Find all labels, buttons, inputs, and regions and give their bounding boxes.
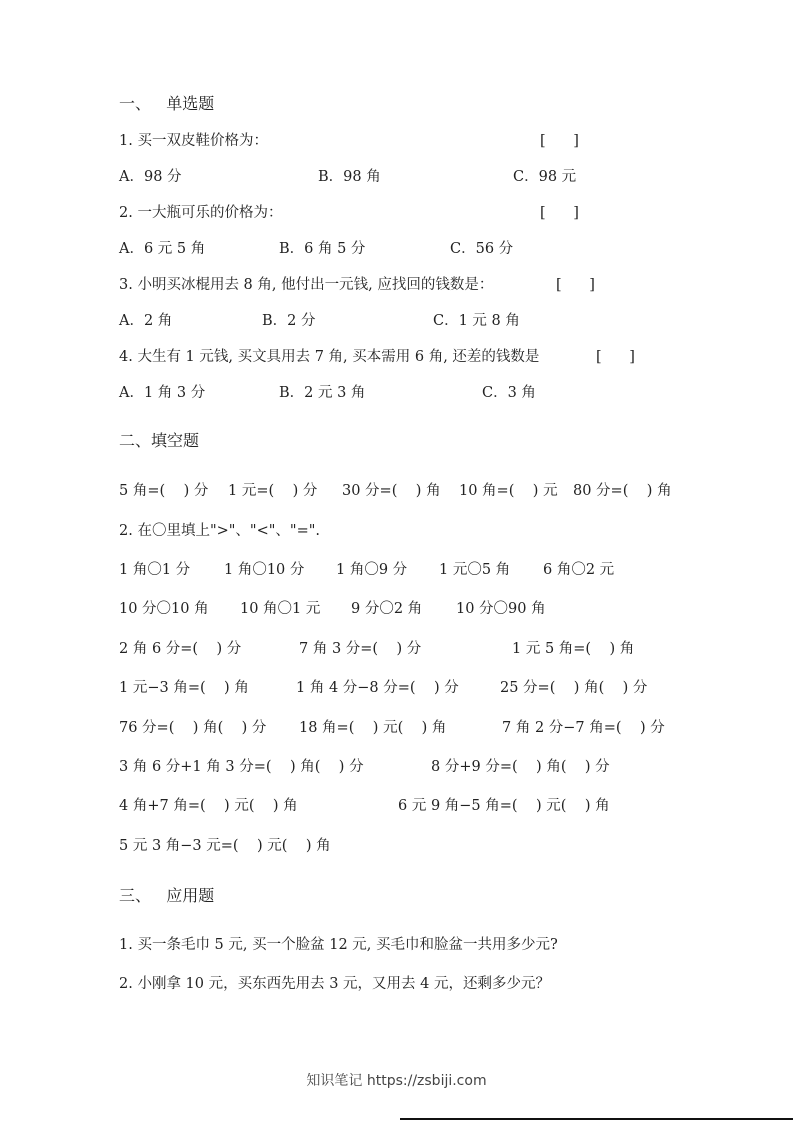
- conversion-item: 3 角 6 分+1 角 3 分=( ) 角( ) 分: [119, 759, 364, 775]
- fill-blank-item: 30 分=( ) 角: [342, 483, 441, 499]
- question-2-option-c: C．56 分: [450, 241, 514, 257]
- conversion-item: 7 角 3 分=( ) 分: [299, 641, 422, 657]
- compare-item: 1 元〇5 角: [439, 562, 511, 578]
- section-3-heading: 三、 应用题: [119, 886, 215, 905]
- conversion-item: 18 角=( ) 元( ) 角: [299, 720, 447, 736]
- compare-item: 1 角〇1 分: [119, 562, 191, 578]
- question-1-option-c: C．98 元: [513, 169, 577, 185]
- conversion-item: 8 分+9 分=( ) 角( ) 分: [431, 759, 610, 775]
- conversion-item: 7 角 2 分−7 角=( ) 分: [502, 720, 665, 736]
- section-1-heading: 一、 单选题: [119, 94, 215, 113]
- footer-watermark: 知识笔记 https://zsbiji.com: [306, 1073, 487, 1089]
- compare-item: 6 角〇2 元: [543, 562, 615, 578]
- question-3-option-c: C．1 元 8 角: [433, 313, 520, 329]
- question-3-stem: 3. 小明买冰棍用去 8 角, 他付出一元钱, 应找回的钱数是：: [119, 277, 494, 293]
- conversion-item: 1 元 5 角=( ) 角: [512, 641, 635, 657]
- question-4-option-a: A．1 角 3 分: [119, 385, 206, 401]
- question-1-option-b: B．98 角: [318, 169, 381, 185]
- bottom-rule: [400, 1118, 793, 1120]
- question-1-answer-bracket: [ ]: [540, 133, 579, 149]
- question-4-option-b: B．2 元 3 角: [279, 385, 366, 401]
- conversion-item: 1 角 4 分−8 分=( ) 分: [296, 680, 459, 696]
- fill-blank-item: 10 角=( ) 元: [459, 483, 558, 499]
- question-4-answer-bracket: [ ]: [596, 349, 635, 365]
- question-3-option-b: B．2 分: [262, 313, 316, 329]
- conversion-item: 1 元−3 角=( ) 角: [119, 680, 249, 696]
- fill-blank-item: 5 角=( ) 分: [119, 483, 209, 499]
- compare-item: 1 角〇9 分: [336, 562, 408, 578]
- conversion-item: 2 角 6 分=( ) 分: [119, 641, 242, 657]
- word-problem-1: 1. 买一条毛巾 5 元, 买一个脸盆 12 元, 买毛巾和脸盆一共用多少元?: [119, 937, 558, 953]
- fill-blank-item: 80 分=( ) 角: [573, 483, 672, 499]
- conversion-item: 25 分=( ) 角( ) 分: [500, 680, 648, 696]
- question-1-stem: 1. 买一双皮鞋价格为：: [119, 133, 268, 149]
- question-2-answer-bracket: [ ]: [540, 205, 579, 221]
- compare-item: 1 角〇10 分: [224, 562, 305, 578]
- question-3-answer-bracket: [ ]: [556, 277, 595, 293]
- word-problem-2: 2. 小刚拿 10 元，买东西先用去 3 元，又用去 4 元，还剩多少元？: [119, 976, 550, 992]
- compare-item: 10 分〇90 角: [456, 601, 546, 617]
- question-4-option-c: C．3 角: [482, 385, 536, 401]
- conversion-item: 6 元 9 角−5 角=( ) 元( ) 角: [398, 798, 610, 814]
- question-2-stem: 2. 一大瓶可乐的价格为：: [119, 205, 283, 221]
- fill-blank-item: 1 元=( ) 分: [228, 483, 318, 499]
- question-2-option-a: A．6 元 5 角: [119, 241, 206, 257]
- conversion-item: 5 元 3 角−3 元=( ) 元( ) 角: [119, 838, 331, 854]
- conversion-item: 4 角+7 角=( ) 元( ) 角: [119, 798, 298, 814]
- conversion-item: 76 分=( ) 角( ) 分: [119, 720, 267, 736]
- compare-item: 10 角〇1 元: [240, 601, 321, 617]
- question-4-stem: 4. 大生有 1 元钱, 买文具用去 7 角, 买本需用 6 角, 还差的钱数是: [119, 349, 540, 365]
- question-1-option-a: A．98 分: [119, 169, 182, 185]
- compare-item: 9 分〇2 角: [351, 601, 423, 617]
- question-3-option-a: A．2 角: [119, 313, 173, 329]
- compare-instruction: 2. 在〇里填上">"、"<"、"=".: [119, 523, 321, 539]
- compare-item: 10 分〇10 角: [119, 601, 209, 617]
- section-2-heading: 二、填空题: [119, 431, 200, 450]
- question-2-option-b: B．6 角 5 分: [279, 241, 366, 257]
